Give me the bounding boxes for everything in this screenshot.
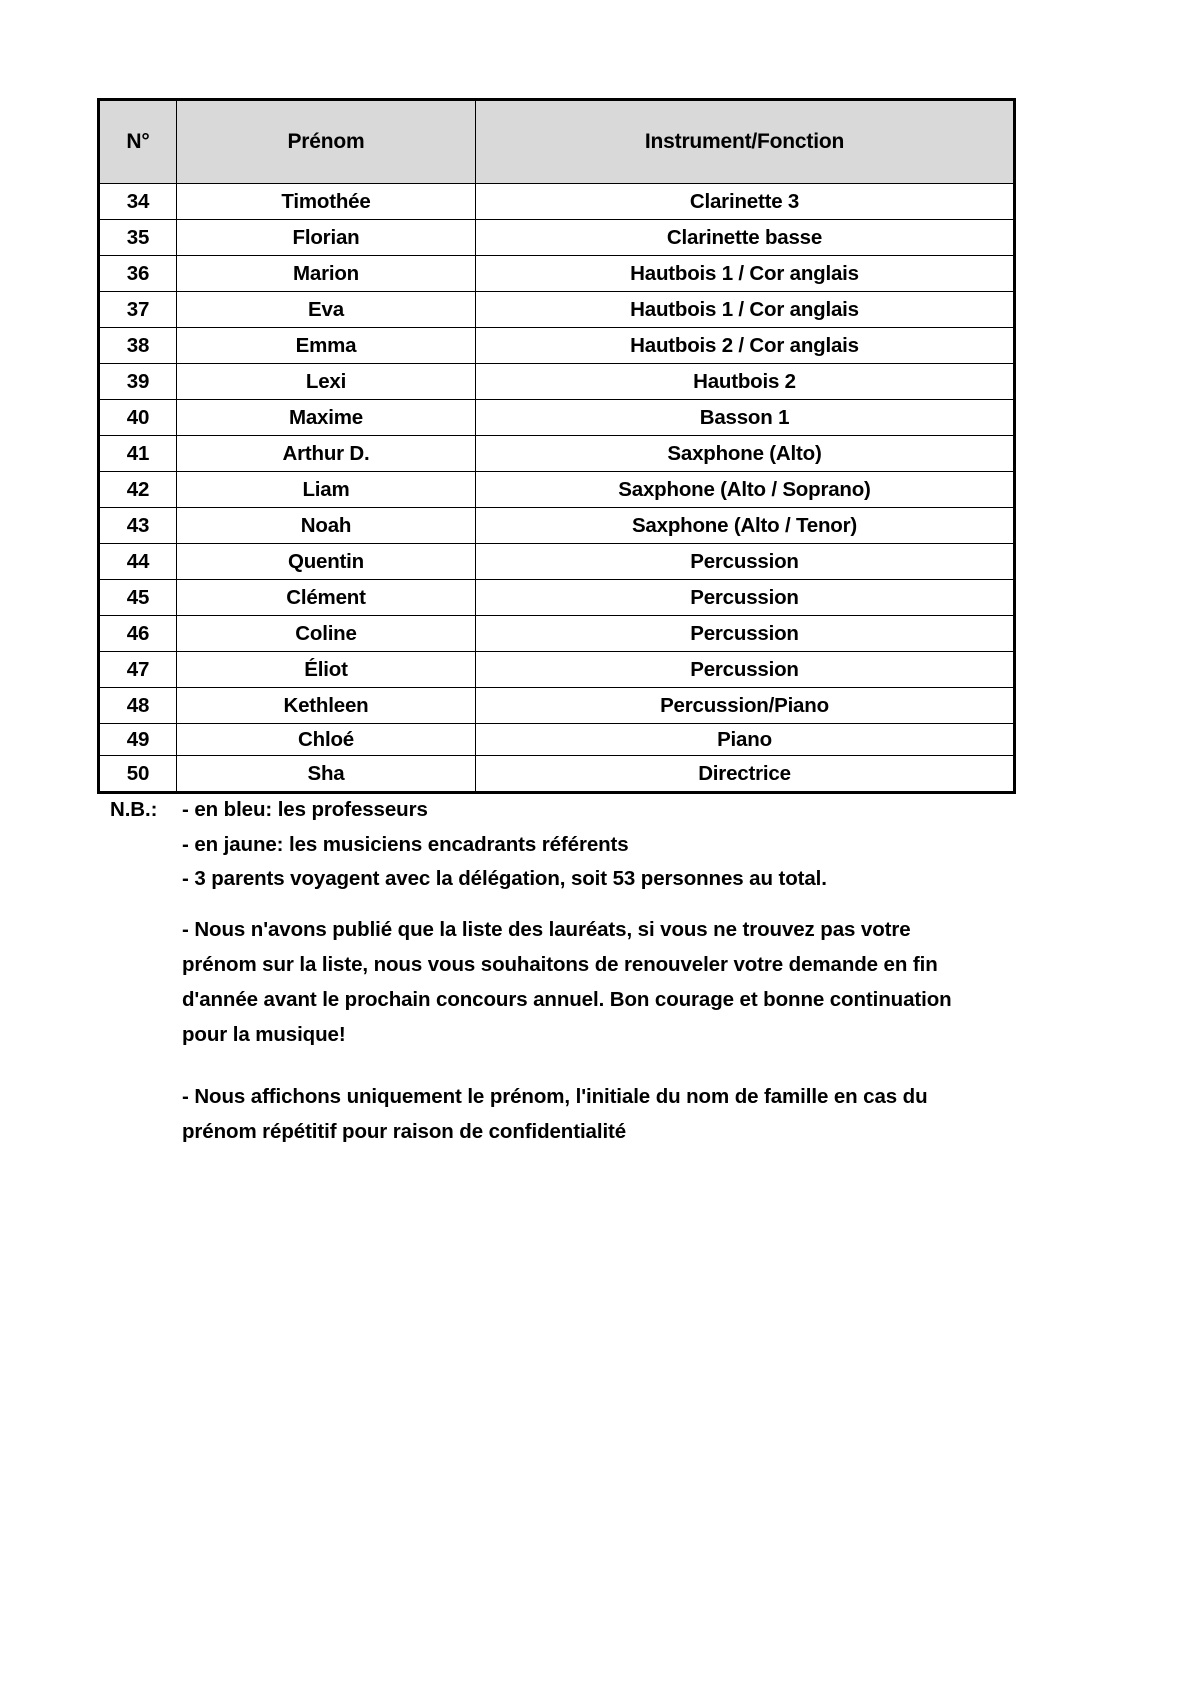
cell-instrument: Directrice: [476, 756, 1015, 793]
cell-firstname: Florian: [177, 220, 476, 256]
cell-number: 40: [99, 400, 177, 436]
column-header-firstname: Prénom: [177, 100, 476, 184]
note-paragraph-laureats: - Nous n'avons publié que la liste des lauréats, si vous ne trouvez pas votre prénom sur la liste, nous vous souhaitons de renouveler votre demande en fin d'année avant le prochain concours annuel. Bon courage et bonne continuation pour la musique!: [182, 917, 952, 1047]
note-line-parents: - 3 parents voyagent avec la délégation, soit 53 personnes au total.: [182, 867, 827, 890]
table-row: [99, 472, 1015, 508]
cell-firstname: Sha: [177, 756, 476, 793]
table-row: [99, 724, 1015, 756]
table-header-row: [99, 100, 1015, 184]
cell-instrument: Hautbois 2 / Cor anglais: [476, 328, 1015, 364]
table-row: [99, 756, 1015, 793]
table-row: [99, 652, 1015, 688]
cell-number: 36: [99, 256, 177, 292]
table-row: [99, 256, 1015, 292]
note-line-blue: - en bleu: les professeurs: [182, 798, 428, 821]
cell-firstname: Marion: [177, 256, 476, 292]
cell-number: 35: [99, 220, 177, 256]
table-row: [99, 220, 1015, 256]
table-row: [99, 292, 1015, 328]
cell-firstname: Kethleen: [177, 688, 476, 724]
roster-table-container: [97, 98, 1013, 794]
cell-number: 48: [99, 688, 177, 724]
cell-number: 41: [99, 436, 177, 472]
table-row: [99, 688, 1015, 724]
cell-instrument: Clarinette 3: [476, 184, 1015, 220]
roster-table: [97, 98, 1016, 794]
table-header: [99, 100, 1015, 184]
cell-instrument: Percussion: [476, 652, 1015, 688]
cell-number: 43: [99, 508, 177, 544]
table-row: [99, 544, 1015, 580]
note-line-yellow: - en jaune: les musiciens encadrants référents: [182, 832, 629, 856]
cell-instrument: Clarinette basse: [476, 220, 1015, 256]
cell-number: 49: [99, 724, 177, 756]
cell-number: 38: [99, 328, 177, 364]
notes-section: [110, 800, 1010, 1149]
cell-firstname: Eva: [177, 292, 476, 328]
cell-number: 34: [99, 184, 177, 220]
cell-instrument: Hautbois 2: [476, 364, 1015, 400]
cell-firstname: Timothée: [177, 184, 476, 220]
cell-number: 42: [99, 472, 177, 508]
table-row: [99, 184, 1015, 220]
cell-firstname: Arthur D.: [177, 436, 476, 472]
cell-instrument: Saxphone (Alto / Soprano): [476, 472, 1015, 508]
cell-number: 47: [99, 652, 177, 688]
cell-instrument: Hautbois 1 / Cor anglais: [476, 292, 1015, 328]
cell-firstname: Lexi: [177, 364, 476, 400]
cell-instrument: Saxphone (Alto / Tenor): [476, 508, 1015, 544]
cell-instrument: Percussion: [476, 544, 1015, 580]
table-row: [99, 400, 1015, 436]
cell-number: 39: [99, 364, 177, 400]
cell-firstname: Noah: [177, 508, 476, 544]
cell-firstname: Maxime: [177, 400, 476, 436]
column-header-instrument: Instrument/Fonction: [476, 100, 1015, 184]
cell-firstname: Coline: [177, 616, 476, 652]
table-row: [99, 616, 1015, 652]
table-row: [99, 436, 1015, 472]
cell-instrument: Hautbois 1 / Cor anglais: [476, 256, 1015, 292]
table-row: [99, 508, 1015, 544]
table-row: [99, 364, 1015, 400]
table-body: [99, 184, 1015, 793]
cell-number: 50: [99, 756, 177, 793]
cell-instrument: Saxphone (Alto): [476, 436, 1015, 472]
cell-number: 45: [99, 580, 177, 616]
cell-firstname: Chloé: [177, 724, 476, 756]
nb-label: N.B.:: [110, 798, 158, 821]
cell-number: 44: [99, 544, 177, 580]
cell-instrument: Percussion/Piano: [476, 688, 1015, 724]
cell-instrument: Piano: [476, 724, 1015, 756]
cell-number: 37: [99, 292, 177, 328]
cell-instrument: Percussion: [476, 580, 1015, 616]
cell-instrument: Basson 1: [476, 400, 1015, 436]
cell-firstname: Clément: [177, 580, 476, 616]
column-header-number: N°: [99, 100, 177, 184]
cell-instrument: Percussion: [476, 616, 1015, 652]
cell-number: 46: [99, 616, 177, 652]
cell-firstname: Liam: [177, 472, 476, 508]
note-paragraph-confidentiality: - Nous affichons uniquement le prénom, l'initiale du nom de famille en cas du prénom répétitif pour raison de confidentialité: [182, 1084, 928, 1143]
cell-firstname: Quentin: [177, 544, 476, 580]
cell-firstname: Éliot: [177, 652, 476, 688]
table-row: [99, 580, 1015, 616]
note-first-row: [110, 800, 1010, 821]
table-row: [99, 328, 1015, 364]
cell-firstname: Emma: [177, 328, 476, 364]
